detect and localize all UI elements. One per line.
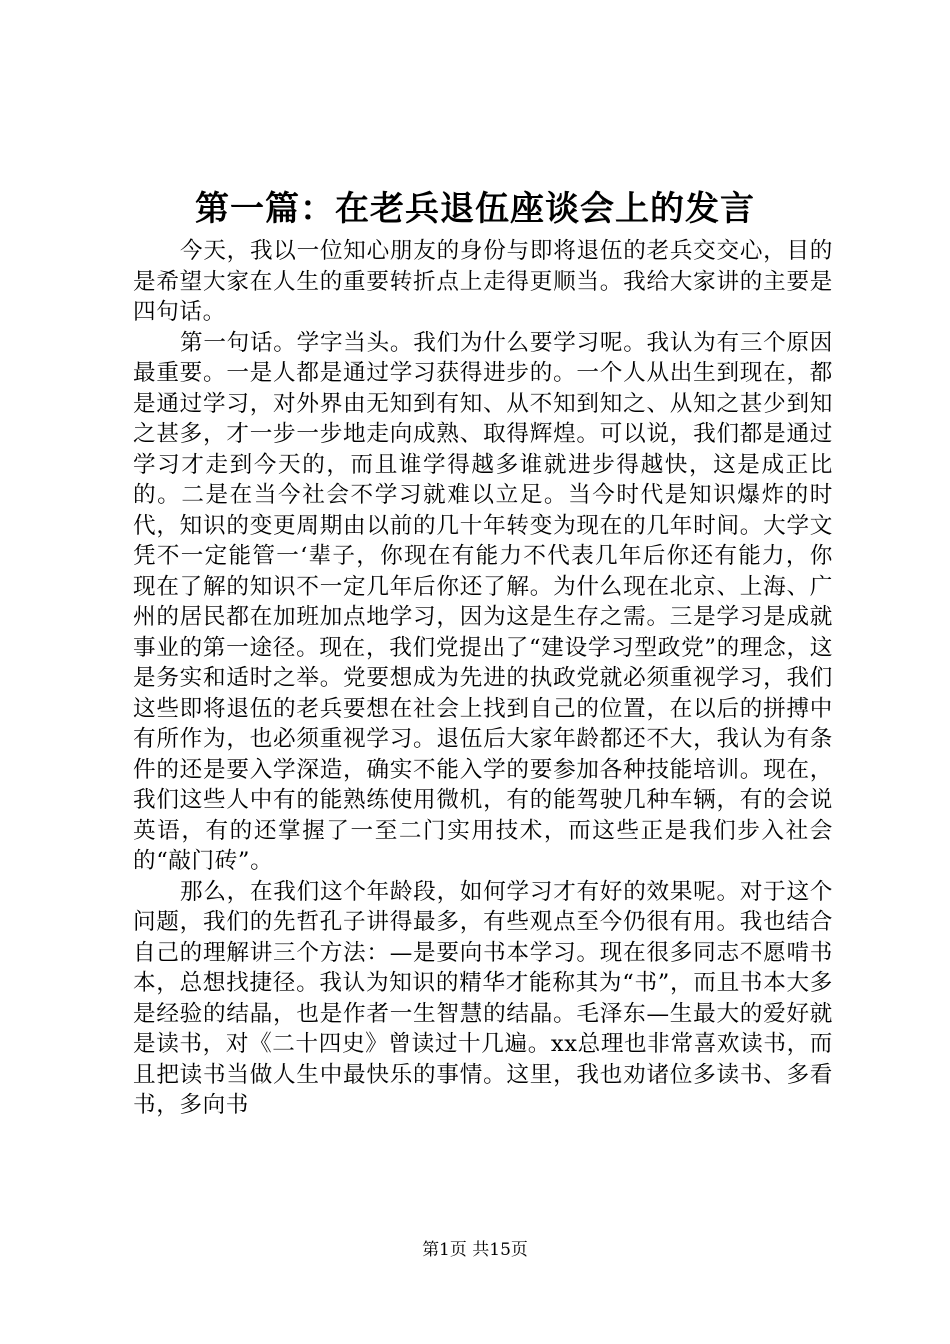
paragraph-3: 那么，在我们这个年龄段，如何学习才有好的效果呢。对于这个问题，我们的先哲孔子讲得最多，有些观点至今仍很有用。我也结合自己的理解讲三个方法：—是要向书本学习。现在很多同志不愿啃书本，总想找捷径。我认为知识的精华才能称其为“书”，而且书本大多是经验的结晶，也是作者一生智慧的结晶。毛泽东—生最大的爱好就是读书，对《二十四史》曾读过十几遍。xx总理也非常喜欢读书，而且把读书当做人生中最快乐的事情。这里，我也劝诸位多读书、多看书，多向书 xyxy=(133,878,833,1118)
page-footer xyxy=(0,1238,950,1262)
paragraph-1: 今天，我以一位知心朋友的身份与即将退伍的老兵交交心，目的是希望大家在人生的重要转折点上走得更顺当。我给大家讲的主要是四句话。 xyxy=(133,238,833,325)
paragraph-2: 第一句话。学字当头。我们为什么要学习呢。我认为有三个原因最重要。一是人都是通过学习获得进步的。一个人从出生到现在，都是通过学习，对外界由无知到有知、从不知到知之、从知之甚少到知之甚多，才一步一步地走向成熟、取得辉煌。可以说，我们都是通过学习才走到今天的，而且谁学得越多谁就进步得越快，这是成正比的。二是在当今社会不学习就难以立足。当今时代是知识爆炸的时代，知识的变更周期由以前的几十年转变为现在的几年时间。大学文凭不一定能管一‘辈子，你现在有能力不代表几年后你还有能力，你现在了解的知识不一定几年后你还了解。为什么现在北京、上海、广州的居民都在加班加点地学习，因为这是生存之需。三是学习是成就事业的第一途径。现在，我们党提出了“建设学习型政党”的理念，这是务实和适时之举。党要想成为先进的执政党就必须重视学习，我们这些即将退伍的老兵要想在社会上找到自己的位置，在以后的拼搏中有所作为，也必须重视学习。退伍后大家年龄都还不大，我认为有条件的还是要入学深造，确实不能入学的要参加各种技能培训。现在，我们这些人中有的能熟练使用微机，有的能驾驶几种车辆，有的会说英语，有的还掌握了一至二门实用技术，而这些正是我们步入社会的“敲门砖”。 xyxy=(133,329,833,874)
document-title: 第一篇：在老兵退伍座谈会上的发言 xyxy=(195,189,755,229)
page-number: 第1页 xyxy=(422,1240,467,1260)
document-body xyxy=(133,236,833,1121)
page-total: 共15页 xyxy=(472,1240,528,1260)
